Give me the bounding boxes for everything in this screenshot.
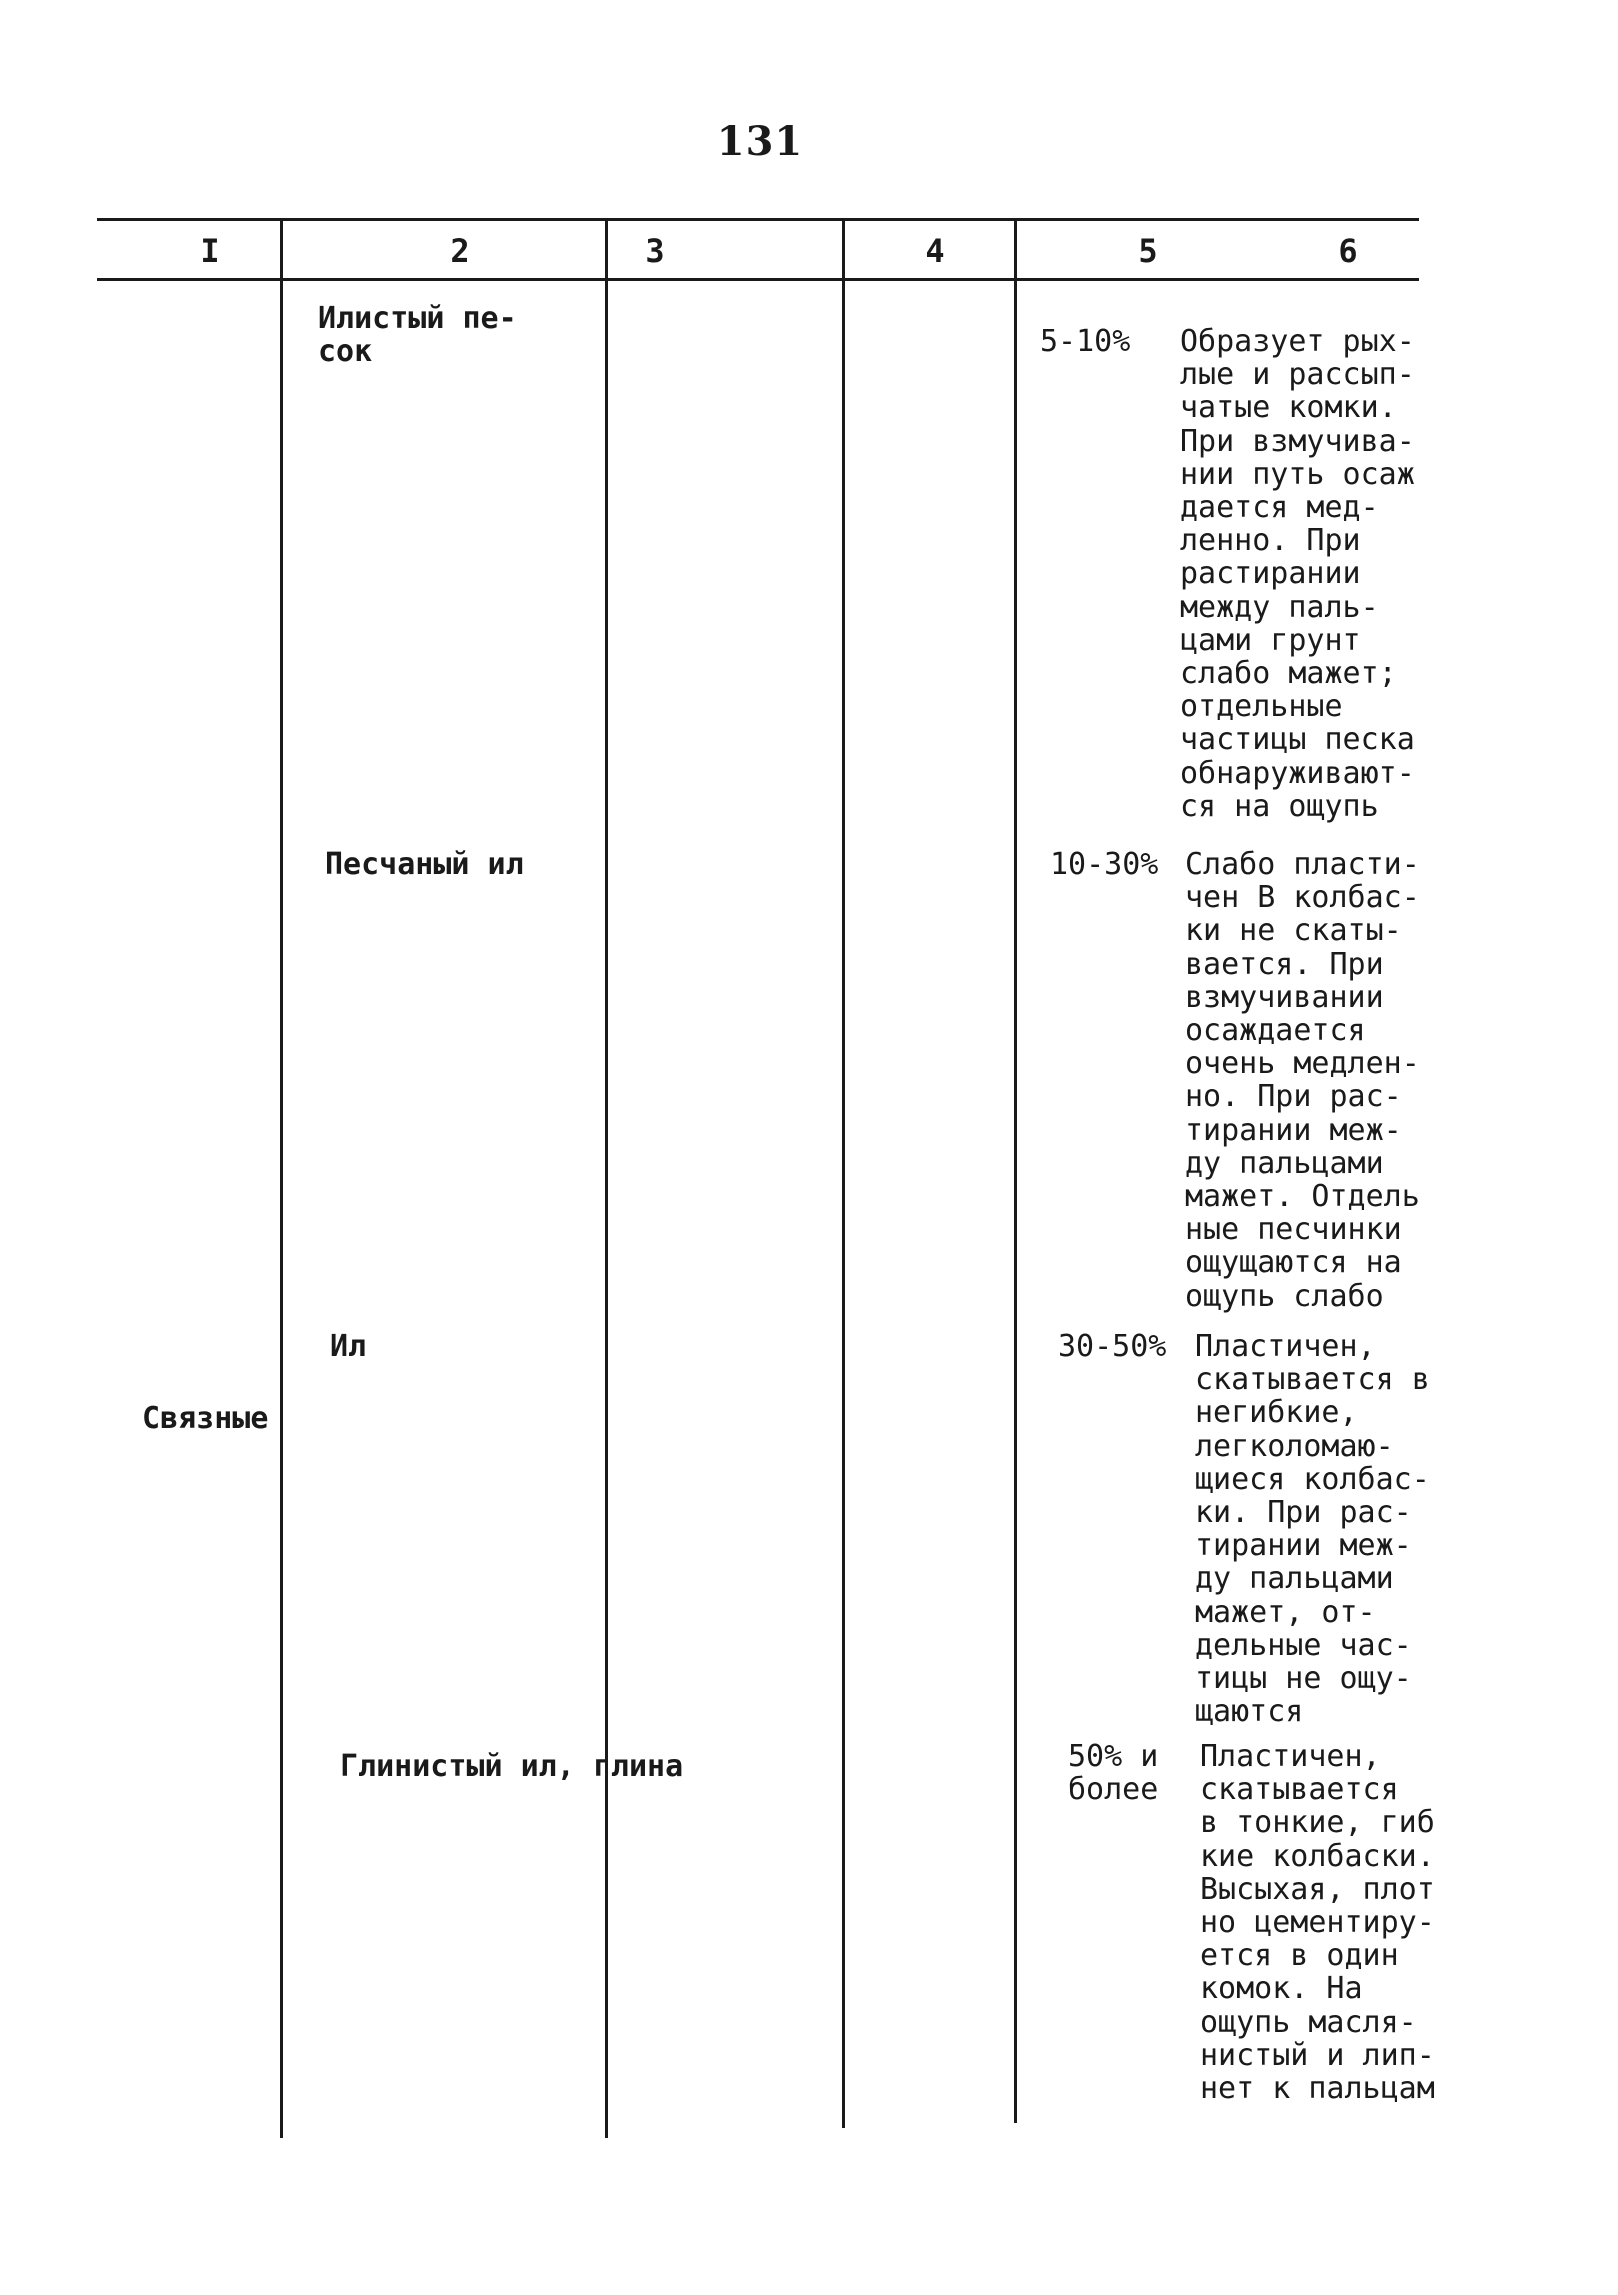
column-divider-2 (605, 218, 608, 2138)
clay-content-value: 50% и более (1068, 1739, 1159, 1807)
page-number: 131 (716, 118, 804, 165)
table-header-rule (97, 278, 1419, 281)
column-divider-4 (1014, 218, 1017, 2123)
column-header-2: 2 (450, 232, 470, 270)
soil-type-sandy-silt: Песчаный ил (325, 847, 524, 882)
clay-content-value: 10-30% (1050, 847, 1159, 882)
soil-description: Пластичен, скатывается в тонкие, гиб кие колбаски. Высыхая, плот но цементиру- ется в один комок. На ощупь масля- нистый и лип- нет к пальцам (1200, 1739, 1435, 2107)
soil-description: Образует рых- лые и рассып- чатые комки. При взмучива- нии путь осаж дается мед- ленно. При растирании между паль- цами грунт слабо мажет; отдельные частицы песка обнаруживают- ся на ощупь (1180, 324, 1415, 824)
soil-group-label: Связные (142, 1401, 269, 1436)
column-divider-1 (280, 218, 283, 2138)
column-header-5: 5 (1138, 232, 1158, 270)
soil-description: Слабо пласти- чен В колбас- ки не скаты- вается. При взмучивании осаждается очень медлен- но. При рас- тирании меж- ду пальцами мажет. Отдель ные песчинки ощущаются на ощупь слабо (1185, 847, 1420, 1314)
clay-content-value: 30-50% (1058, 1329, 1167, 1364)
soil-description: Пластичен, скатывается в негибкие, легколомаю- щиеся колбас- ки. При рас- тирании меж- ду пальцами мажет, от- дельные час- тицы не ощу- щаются (1195, 1329, 1430, 1730)
table-top-rule (97, 218, 1419, 221)
column-header-6: 6 (1338, 232, 1358, 270)
clay-content-value: 5-10% (1040, 324, 1131, 359)
column-header-3: 3 (645, 232, 665, 270)
column-header-4: 4 (925, 232, 945, 270)
column-header-1: I (200, 232, 220, 270)
soil-type-silt: Ил (330, 1329, 367, 1364)
soil-type-clayey-silt: Глинистый ил, глина (340, 1749, 684, 1784)
column-divider-3 (842, 218, 845, 2128)
soil-type-silty-sand: Илистый пе- сок (318, 301, 517, 369)
